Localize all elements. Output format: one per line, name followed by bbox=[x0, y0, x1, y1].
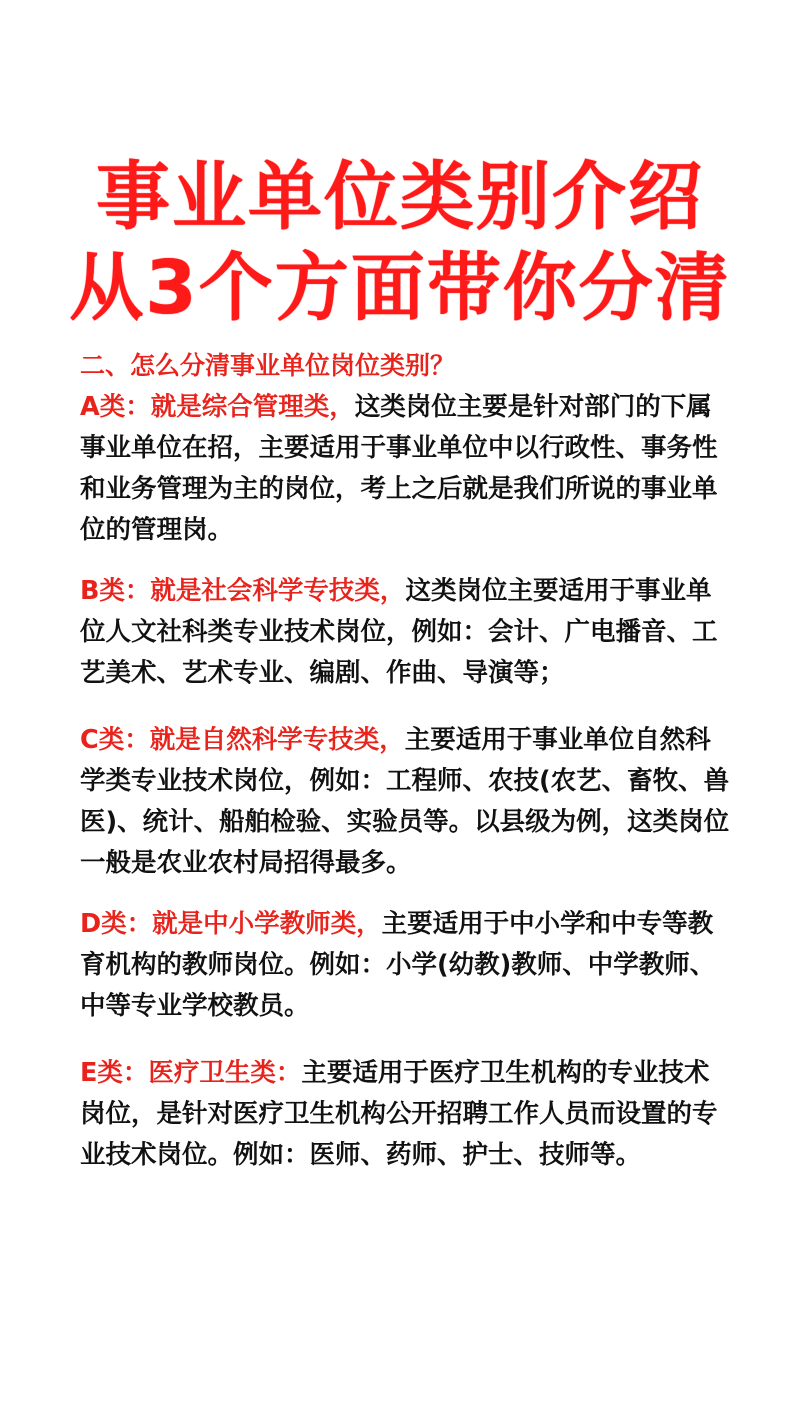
section-heading: 二、怎么分清事业单位岗位类别？ bbox=[80, 351, 456, 380]
page-title-line-2: 从3个方面带你分清 bbox=[69, 245, 731, 331]
category-d-paragraph bbox=[80, 904, 730, 1027]
category-c-body: 主要适用于事业单位自然科学类专业技术岗位，例如：工程师、农技(农艺、畜牧、兽医)、统计、船舶检验、实验员等。以县级为例，这类岗位一般是农业农村局招得最多。 bbox=[80, 725, 730, 878]
category-c-label: C类：就是自然科学专技类， bbox=[80, 725, 405, 755]
category-d-label: D类：就是中小学教师类， bbox=[80, 909, 382, 939]
page-title-line-1: 事业单位类别介绍 bbox=[96, 154, 704, 240]
category-a-label: A类：就是综合管理类， bbox=[80, 392, 355, 422]
category-e-body: 主要适用于医疗卫生机构的专业技术岗位，是针对医疗卫生机构公开招聘工作人员而设置的专业技术岗位。例如：医师、药师、护士、技师等。 bbox=[80, 1058, 718, 1170]
category-a-paragraph bbox=[80, 387, 730, 551]
category-b-label: B类：就是社会科学专技类， bbox=[80, 576, 406, 606]
category-e-label: E类：医疗卫生类： bbox=[80, 1058, 302, 1088]
category-e-paragraph bbox=[80, 1053, 730, 1176]
category-a-body: 这类岗位主要是针对部门的下属事业单位在招，主要适用于事业单位中以行政性、事务性和业务管理为主的岗位，考上之后就是我们所说的事业单位的管理岗。 bbox=[80, 392, 718, 545]
category-b-body: 这类岗位主要适用于事业单位人文社科类专业技术岗位，例如：会计、广电播音、工艺美术、艺术专业、编剧、作曲、导演等； bbox=[80, 576, 718, 688]
category-b-paragraph bbox=[80, 571, 730, 694]
category-c-paragraph bbox=[80, 720, 730, 884]
category-d-body: 主要适用于中小学和中专等教育机构的教师岗位。例如：小学(幼教)教师、中学教师、中等专业学校教员。 bbox=[80, 909, 716, 1021]
